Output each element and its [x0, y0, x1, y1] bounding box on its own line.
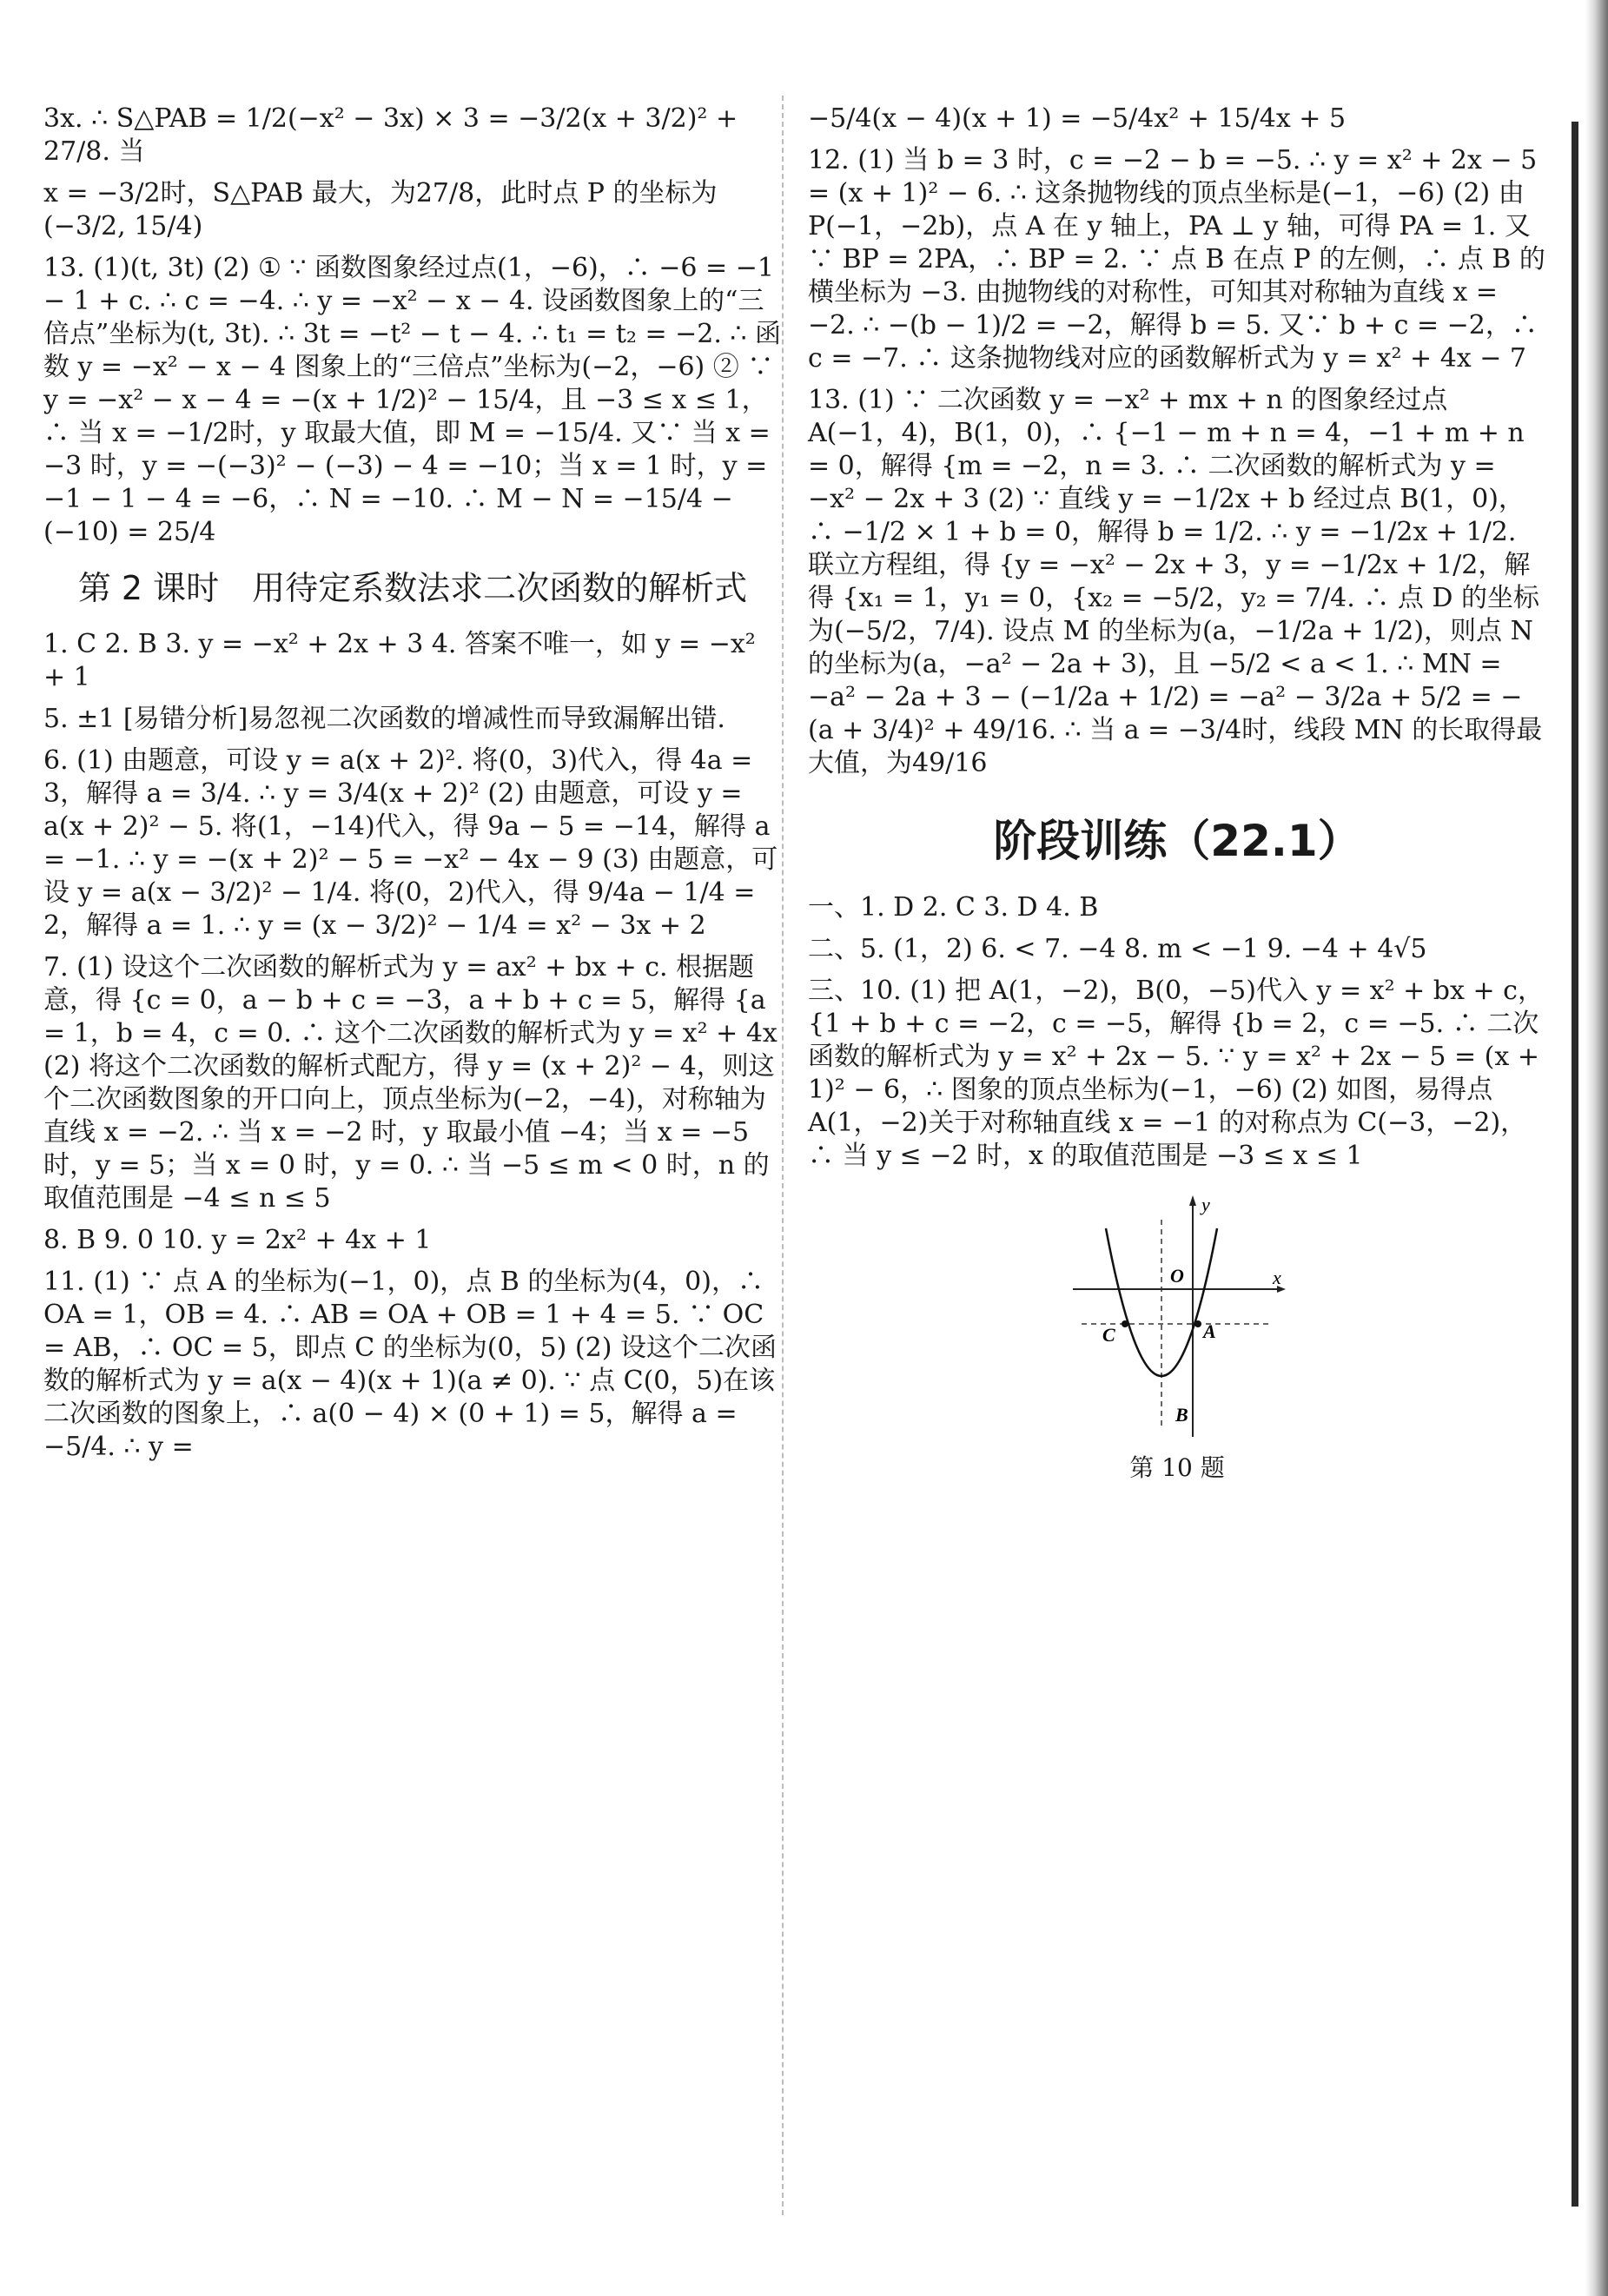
- answer-paragraph: x = −3/2时，S△PAB 最大，为27/8，此时点 P 的坐标为(−3/2, 15/4): [43, 178, 718, 242]
- point-b-label: B: [1175, 1404, 1188, 1426]
- parabola-figure: [1055, 1194, 1299, 1484]
- page-edge-shadow: [1585, 0, 1608, 2296]
- point-c-label: C: [1102, 1324, 1115, 1346]
- answer-13: 13. (1)(t, 3t) (2) ① ∵ 函数图象经过点(1，−6)，∴ −6 = −1 − 1 + c. ∴ c = −4. ∴ y = −x² − x − 4. 设函数图象上的“三倍点”坐标为(t, 3t). ∴ 3t = −t² − t − 4. ∴ t₁ = t₂ = −2. ∴ 函数 y = −x² − x − 4 图象上的“三倍点”坐标为(−2，−6) ② ∵ y = −x² − x − 4 = −(x + 1/2)² − 15/4，且 −3 ≤ x ≤ 1，∴ 当 x = −1/2时，y 取最大值，即 M = −15/4. 又∵ 当 x = −3 时，y = −(−3)² − (−3) − 4 = −10；当 x = 1 时，y = −1 − 1 − 4 = −6，∴ N = −10. ∴ M − N = −15/4 − (−10) = 25/4: [43, 253, 782, 547]
- right-column: [808, 103, 1546, 1484]
- part-2-answers: 二、5. (1，2) 6. < 7. −4 8. m < −1 9. −4 + 4√5: [808, 934, 1427, 964]
- answer-12: 12. (1) 当 b = 3 时，c = −2 − b = −5. ∴ y = x² + 2x − 5 = (x + 1)² − 6. ∴ 这条抛物线的顶点坐标是(−1，−6) (2) 由 P(−1，−2b)，点 A 在 y 轴上，PA ⊥ y 轴，可得 PA = 1. 又∵ BP = 2PA，∴ BP = 2. ∵ 点 B 在点 P 的左侧，∴ 点 B 的横坐标为 −3. 由抛物线的对称性，可知其对称轴为直线 x = −2. ∴ −(b − 1)/2 = −2，解得 b = 5. 又∵ b + c = −2，∴ c = −7. ∴ 这条抛物线对应的函数解析式为 y = x² + 4x − 7: [808, 145, 1545, 374]
- stage-training-title: 阶段训练（22.1）: [993, 816, 1361, 866]
- y-axis-label: y: [1201, 1194, 1210, 1215]
- answer-paragraph: 3x. ∴ S△PAB = 1/2(−x² − 3x) × 3 = −3/2(x + 3/2)² + 27/8. 当: [43, 103, 738, 167]
- answer-6: 6. (1) 由题意，可设 y = a(x + 2)². 将(0，3)代入，得 4a = 3，解得 a = 3/4. ∴ y = 3/4(x + 2)² (2) 由题意，可设 y = a(x + 2)² − 5. 将(1，−14)代入，得 9a − 5 = −14，解得 a = −1. ∴ y = −(x + 2)² − 5 = −x² − 4x − 9 (3) 由题意，可设 y = a(x − 3/2)² − 1/4. 将(0，2)代入，得 9/4a − 1/4 = 2，解得 a = 1. ∴ y = (x − 3/2)² − 1/4 = x² − 3x + 2: [43, 745, 778, 941]
- part-3-answer-10: 三、10. (1) 把 A(1，−2)，B(0，−5)代入 y = x² + bx + c，{1 + b + c = −2，c = −5，解得 {b = 2，c = −5. ∴ 二次函数的解析式为 y = x² + 2x − 5. ∵ y = x² + 2x − 5 = (x + 1)² − 6，∴ 图象的顶点坐标为(−1，−6) (2) 如图，易得点 A(1，−2)关于对称轴直线 x = −1 的对称点为 C(−3，−2)，∴ 当 y ≤ −2 时，x 的取值范围是 −3 ≤ x ≤ 1: [808, 976, 1544, 1171]
- answer-5: 5. ±1 [易错分析]易忽视二次函数的增减性而导致漏解出错.: [43, 704, 725, 734]
- lesson-title: 第 2 课时 用待定系数法求二次函数的解析式: [77, 569, 748, 607]
- left-column: [43, 103, 782, 1472]
- answer-13: 13. (1) ∵ 二次函数 y = −x² + mx + n 的图象经过点 A(−1，4)，B(1，0)，∴ {−1 − m + n = 4，−1 + m + n = 0，解得 {m = −2，n = 3. ∴ 二次函数的解析式为 y = −x² − 2x + 3 (2) ∵ 直线 y = −1/2x + b 经过点 B(1，0)，∴ −1/2 × 1 + b = 0，解得 b = 1/2. ∴ y = −1/2x + 1/2. 联立方程组，得 {y = −x² − 2x + 3，y = −1/2x + 1/2，解得 {x₁ = 1，y₁ = 0，{x₂ = −5/2，y₂ = 7/4. ∴ 点 D 的坐标为(−5/2，7/4). 设点 M 的坐标为(a，−1/2a + 1/2)，则点 N 的坐标为(a，−a² − 2a + 3)，且 −5/2 < a < 1. ∴ MN = −a² − 2a + 3 − (−1/2a + 1/2) = −a² − 3/2a + 5/2 = −(a + 3/4)² + 49/16. ∴ 当 a = −3/4时，线段 MN 的长取得最大值，为49/16: [808, 385, 1543, 778]
- right-edge-bar: [1572, 122, 1578, 2207]
- parabola-graph: [1064, 1194, 1290, 1446]
- origin-label: O: [1170, 1265, 1184, 1287]
- part-1-answers: 一、1. D 2. C 3. D 4. B: [808, 892, 1099, 923]
- x-axis-label: x: [1273, 1267, 1281, 1288]
- answer-7: 7. (1) 设这个二次函数的解析式为 y = ax² + bx + c. 根据题意，得 {c = 0，a − b + c = −3，a + b + c = 5，解得 {a = 1，b = 4，c = 0. ∴ 这个二次函数的解析式为 y = x² + 4x (2) 将这个二次函数的解析式配方，得 y = (x + 2)² − 4，则这个二次函数图象的开口向上，顶点坐标为(−2，−4)，对称轴为直线 x = −2. ∴ 当 x = −2 时，y 取最小值 −4；当 x = −5 时，y = 5；当 x = 0 时，y = 0. ∴ 当 −5 ≤ m < 0 时，n 的取值范围是 −4 ≤ n ≤ 5: [43, 952, 778, 1214]
- answers-8-10: 8. B 9. 0 10. y = 2x² + 4x + 1: [43, 1225, 432, 1255]
- column-divider: [782, 96, 784, 2215]
- point-c: [1122, 1320, 1128, 1327]
- point-a-label: A: [1203, 1320, 1216, 1342]
- answer-paragraph: −5/4(x − 4)(x + 1) = −5/4x² + 15/4x + 5: [808, 103, 1347, 134]
- answer-11: 11. (1) ∵ 点 A 的坐标为(−1，0)，点 B 的坐标为(4，0)，∴ OA = 1，OB = 4. ∴ AB = OA + OB = 1 + 4 = 5. ∵ OC = AB，∴ OC = 5，即点 C 的坐标为(0，5) (2) 设这个二次函数的解析式为 y = a(x − 4)(x + 1)(a ≠ 0). ∵ 点 C(0，5)在该二次函数的图象上，∴ a(0 − 4) × (0 + 1) = 5，解得 a = −5/4. ∴ y =: [43, 1267, 777, 1462]
- point-a: [1194, 1320, 1201, 1327]
- answers-1-4: 1. C 2. B 3. y = −x² + 2x + 3 4. 答案不唯一，如 y = −x² + 1: [43, 629, 756, 692]
- figure-caption: 第 10 题: [1129, 1453, 1225, 1482]
- y-axis-arrow-icon: [1189, 1195, 1196, 1206]
